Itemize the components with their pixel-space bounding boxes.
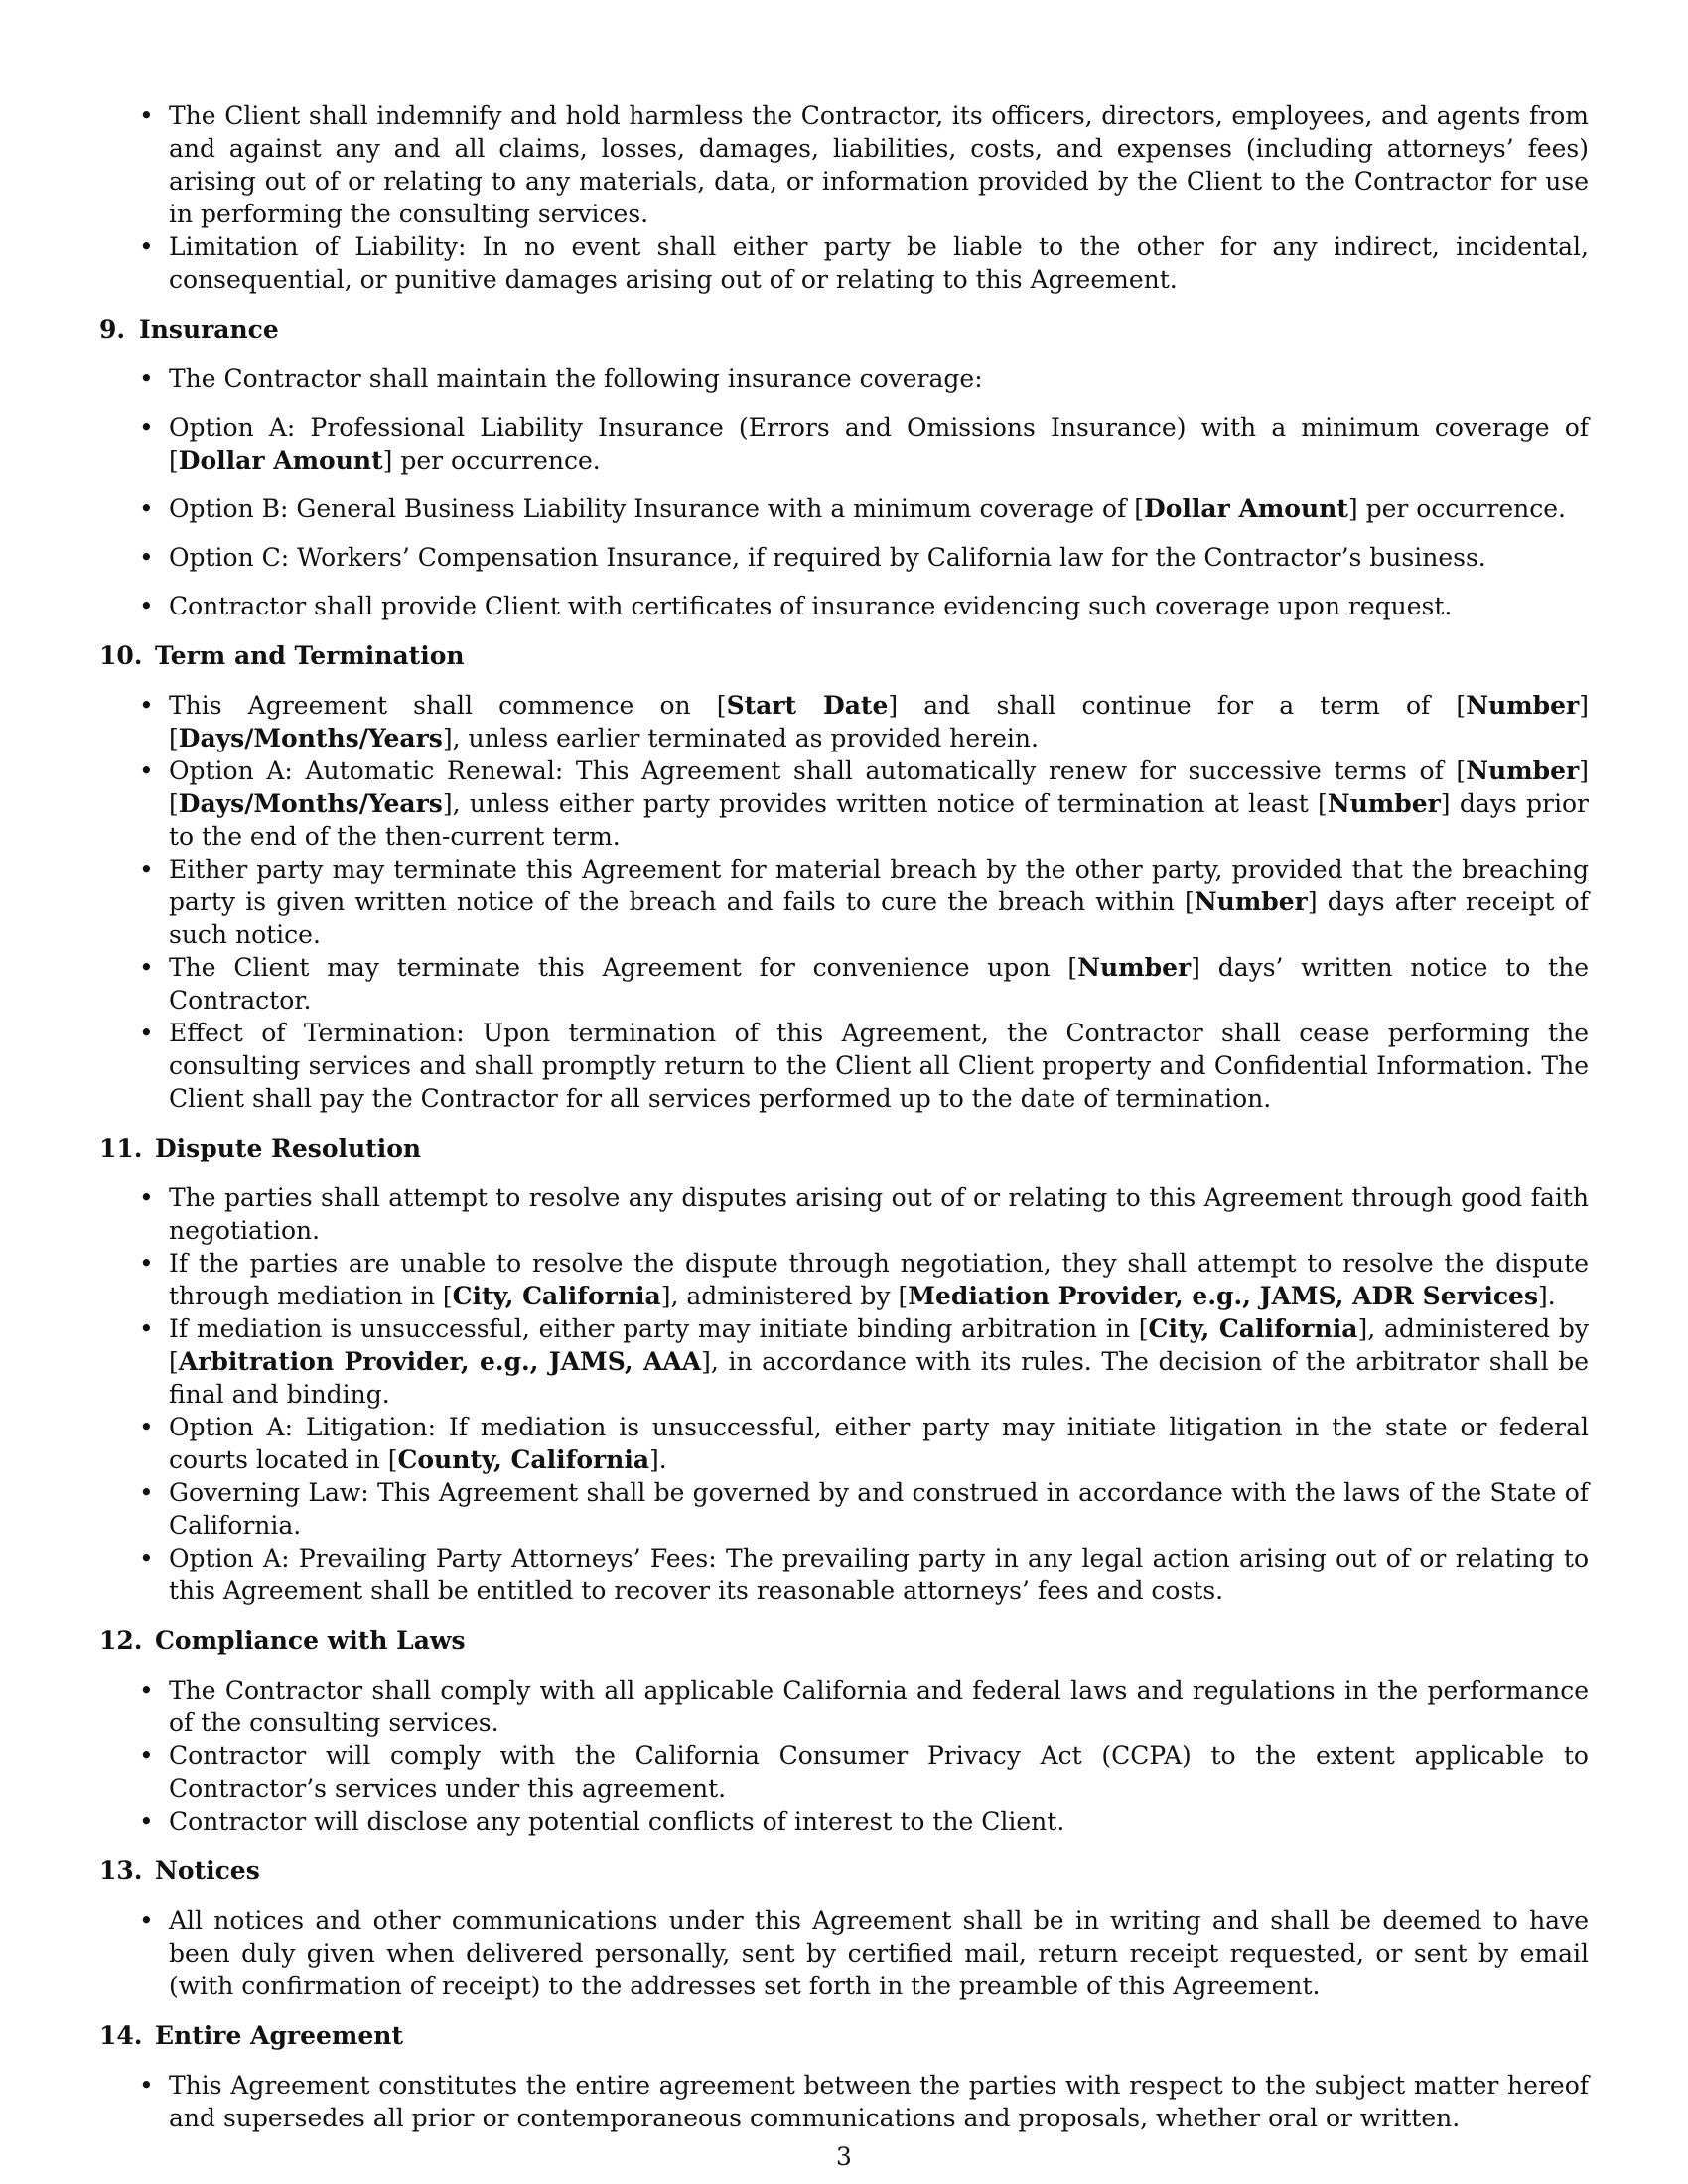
page-number: 3: [836, 2142, 852, 2171]
list-item: • Contractor will comply with the California Consumer Privacy Act (CCPA) to the extent applicable to Contractor’s services under this agreement.: [99, 1739, 1589, 1805]
list-item: • The Contractor shall maintain the following insurance coverage:: [99, 362, 1589, 395]
list-item: • Contractor will disclose any potential conflicts of interest to the Client.: [99, 1805, 1589, 1838]
indemnification-list: [99, 99, 1589, 296]
entire-agreement-list: [99, 2069, 1589, 2134]
notices-list: [99, 1904, 1589, 2002]
list-item: • If the parties are unable to resolve the dispute through negotiation, they shall attempt to resolve the dispute through mediation in [City, California], administered by [Mediation Provider, e.g., JAMS, ADR Services].: [99, 1247, 1589, 1312]
list-item: • The Client shall indemnify and hold harmless the Contractor, its officers, directors, employees, and agents from and against any and all claims, losses, damages, liabilities, costs, and expenses (including attorneys’ fees) arising out of or relating to any materials, data, or information provided by the Client to the Contractor for use in performing the consulting services.: [99, 99, 1589, 230]
section-heading-entire-agreement: 14. Entire Agreement: [99, 2021, 403, 2050]
section-heading-term: 10. Term and Termination: [99, 641, 465, 670]
list-item: • Contractor shall provide Client with certificates of insurance evidencing such coverage upon request.: [99, 590, 1589, 622]
list-item: • The Client may terminate this Agreement for convenience upon [Number] days’ written notice to the Contractor.: [99, 951, 1589, 1017]
section-heading-insurance: 9. Insurance: [99, 315, 279, 343]
list-item: • Governing Law: This Agreement shall be governed by and construed in accordance with the laws of the State of California.: [99, 1476, 1589, 1542]
list-item: • Option A: Litigation: If mediation is unsuccessful, either party may initiate litigation in the state or federal courts located in [County, California].: [99, 1411, 1589, 1476]
compliance-list: [99, 1674, 1589, 1838]
list-item: • All notices and other communications under this Agreement shall be in writing and shall be deemed to have been duly given when delivered personally, sent by certified mail, return receipt requested, or sent by email (with confirmation of receipt) to the addresses set forth in the preamble of this Agreement.: [99, 1904, 1589, 2002]
section-heading-compliance: 12. Compliance with Laws: [99, 1626, 466, 1655]
list-item: • Limitation of Liability: In no event shall either party be liable to the other for any indirect, incidental, consequential, or punitive damages arising out of or relating to this Agreement.: [99, 230, 1589, 296]
list-item: • This Agreement shall commence on [Start Date] and shall continue for a term of [Number] [Days/Months/Years], unless earlier terminated as provided herein.: [99, 689, 1589, 754]
list-item: • Option A: Prevailing Party Attorneys’ Fees: The prevailing party in any legal action arising out of or relating to this Agreement shall be entitled to recover its reasonable attorneys’ fees and costs.: [99, 1542, 1589, 1607]
list-item: • The parties shall attempt to resolve any disputes arising out of or relating to this Agreement through good faith negotiation.: [99, 1181, 1589, 1247]
list-item: • Option C: Workers’ Compensation Insurance, if required by California law for the Contractor’s business.: [99, 541, 1589, 574]
list-item: • Either party may terminate this Agreement for material breach by the other party, provided that the breaching party is given written notice of the breach and fails to cure the breach within [Number] days after receipt of such notice.: [99, 853, 1589, 951]
term-list: [99, 689, 1589, 1115]
list-item: • If mediation is unsuccessful, either party may initiate binding arbitration in [City, California], administered by [Arbitration Provider, e.g., JAMS, AAA], in accordance with its rules. The decision of the arbitrator shall be final and binding.: [99, 1312, 1589, 1411]
list-item: • This Agreement constitutes the entire agreement between the parties with respect to the subject matter hereof and supersedes all prior or contemporaneous communications and proposals, whether oral or written.: [99, 2069, 1589, 2134]
dispute-list: [99, 1181, 1589, 1607]
section-heading-dispute: 11. Dispute Resolution: [99, 1134, 422, 1162]
section-heading-notices: 13. Notices: [99, 1856, 260, 1885]
list-item: • Option A: Automatic Renewal: This Agreement shall automatically renew for successive terms of [Number] [Days/Months/Years], unless either party provides written notice of termination at least [Number] days prior to the end of the then-current term.: [99, 754, 1589, 853]
insurance-list: [99, 362, 1589, 622]
list-item: • The Contractor shall comply with all applicable California and federal laws and regulations in the performance of the consulting services.: [99, 1674, 1589, 1739]
list-item: • Effect of Termination: Upon termination of this Agreement, the Contractor shall cease performing the consulting services and shall promptly return to the Client all Client property and Confidential Information. The Client shall pay the Contractor for all services performed up to the date of termination.: [99, 1017, 1589, 1115]
list-item: • Option A: Professional Liability Insurance (Errors and Omissions Insurance) with a minimum coverage of [Dollar Amount] per occurrence.: [99, 411, 1589, 477]
list-item: • Option B: General Business Liability Insurance with a minimum coverage of [Dollar Amount] per occurrence.: [99, 492, 1589, 525]
